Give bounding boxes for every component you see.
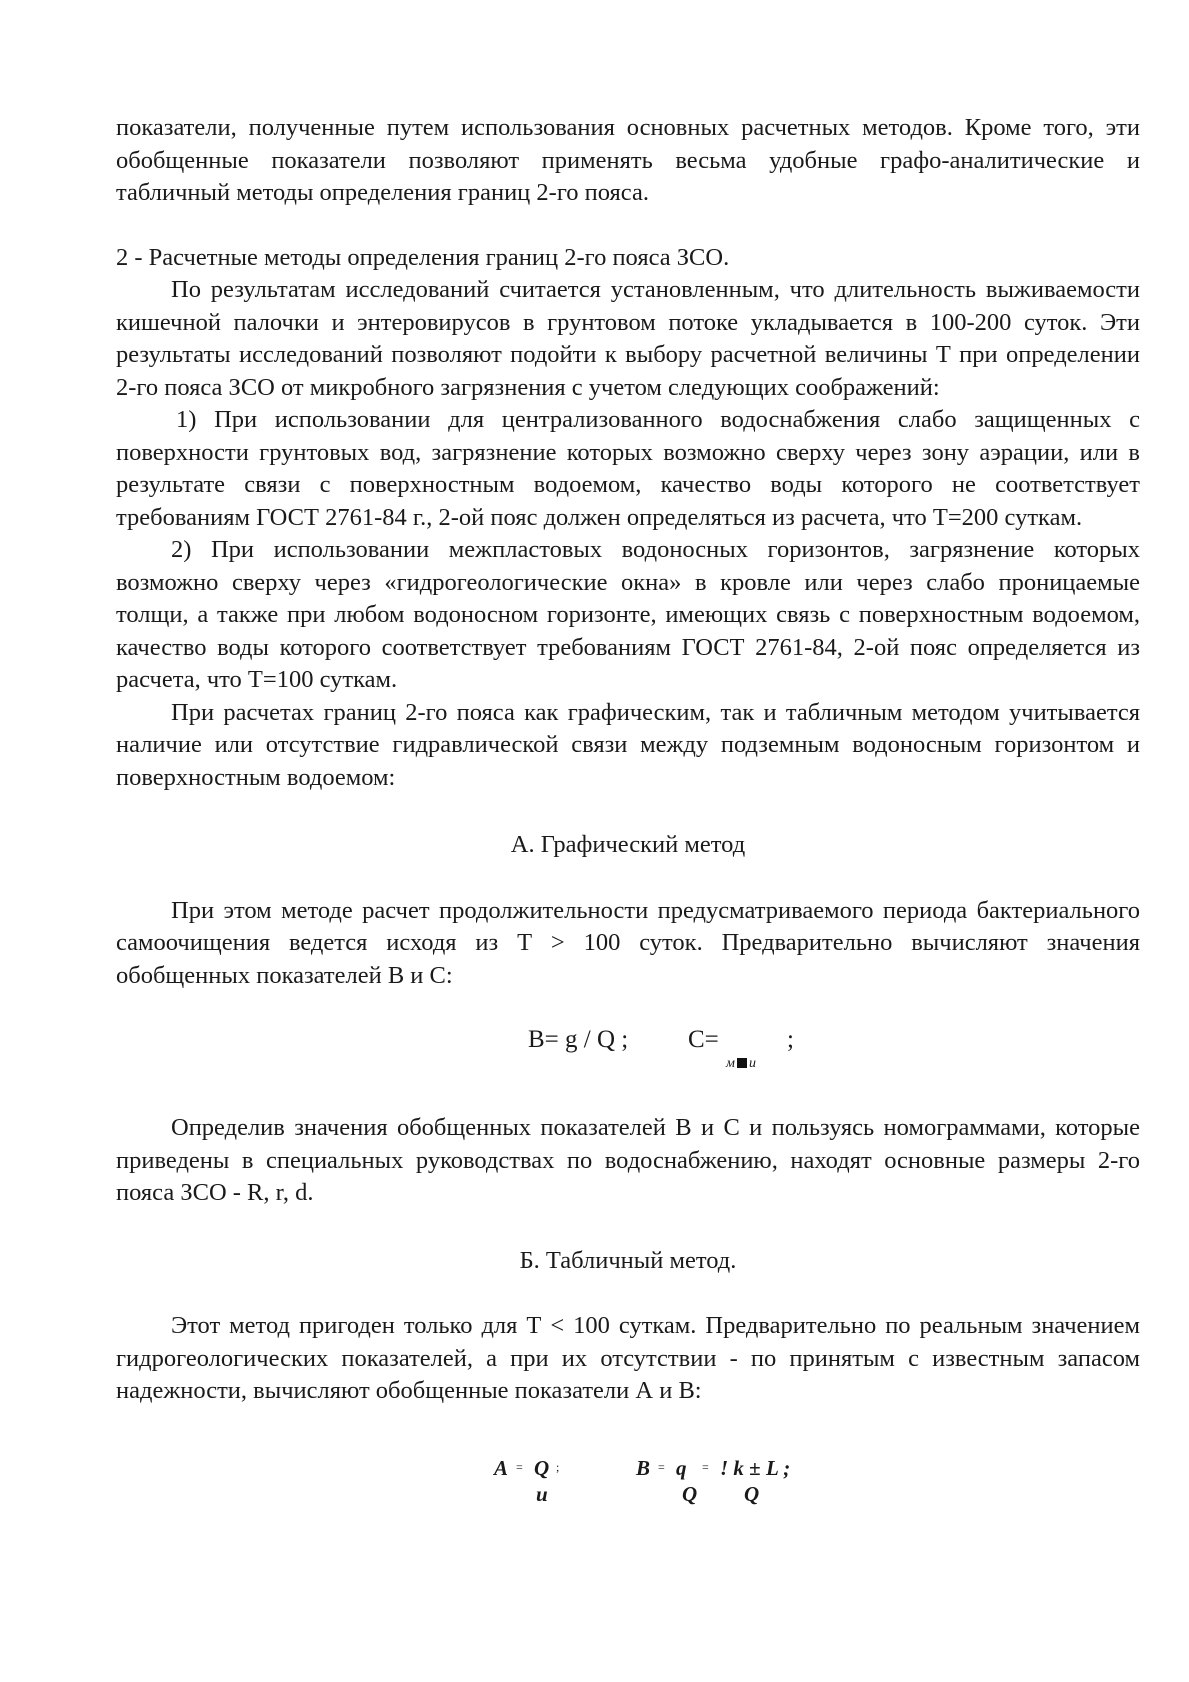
section-title-2: 2 - Расчетные методы определения границ 2-го пояса ЗСО. [116,243,730,271]
formula-c: С= [688,1026,719,1053]
formula-b-denominator: Q [682,1481,698,1506]
formula-a-b [116,1438,1140,1508]
formula-c-sub-left: м [726,1056,735,1071]
paragraph-nomograms: Определив значения обобщенных показателей В и С и пользуясь номограммами, которые приведены в специальных руководствах по водоснабжению, находят основные размеры 2-го пояса ЗСО - R, r, d. [116,1114,1140,1206]
paragraph-item-2: 2) При использовании межпластовых водоносных горизонтов, загрязнение которых возможно сверху через «гидрогеологические окна» в кровле или через слабо проницаемые толщи, а также при любом водоносном горизонте, имеющих связь с поверхностным водоемом, качество воды которого соответствует требованиям ГОСТ 2761-84, 2-ой пояс определяется из расчета, что Т=100 суткам. [116,536,1140,693]
formula-b-c [116,1022,1140,1090]
paragraph-calculation: При расчетах границ 2-го пояса как графическим, так и табличным методом учитывается наличие или отсутствие гидравлической связи между подземным водоносным горизонтом и поверхностным водоемом: [116,698,1140,791]
formula-a-lhs: A [494,1455,509,1480]
formula-c-semicolon: ; [787,1026,794,1053]
document-page [116,112,1140,1508]
formula-b-numerator-2: ! k ± L ; [720,1455,791,1480]
paragraph-item-1: 1) При использовании для централизованного водоснабжения слабо защищенных с поверхности грунтовых вод, загрязнение которых возможно сверху через зону аэрации, или в результате связи с поверхностным водоемом, качество воды которого не соответствует требованиям ГОСТ 2761-84 г., 2-ой пояс должен определяться из расчета, что Т=200 суткам. [116,406,1140,531]
formula-b-numerator: q [676,1455,687,1480]
heading-graphic-method: А. Графический метод [510,831,746,858]
formula-c-sub-right: u [748,1056,756,1071]
paragraph-results: По результатам исследований считается установленным, что длительность выживаемости кишечной палочки и энтеровирусов в грунтовом потоке укладывается в 100-200 суток. Эти результаты исследований позволяют подойти к выбору расчетной величины Т при определении 2-го пояса ЗСО от микробного загрязнения с учетом следующих соображений: [116,276,1140,401]
formula-b-eq: = [658,1459,665,1474]
formula-a-denominator: u [536,1481,548,1506]
formula-b-lhs: B [636,1455,651,1480]
formula-b-eq2: = [702,1459,709,1474]
paragraph-intro: показатели, полученные путем использования основных расчетных методов. Кроме того, эти обобщенные показатели позволяют применять весьма удобные графо-аналитические и табличный методы определения границ 2-го пояса. [116,114,1140,206]
formula-a-eq: = [516,1459,523,1474]
square-glyph-icon [737,1058,747,1068]
formula-b-denominator-2: Q [744,1481,760,1506]
heading-table-method: Б. Табличный метод. [519,1246,737,1274]
formula-a-numerator: Q [534,1455,550,1480]
formula-c-subscript [726,1056,756,1072]
formula-b: В= g / Q ; [528,1026,629,1053]
formula-a-semicolon: ; [556,1459,560,1474]
paragraph-graphic-method: При этом методе расчет продолжительности предусматриваемого периода бактериального самоочищения ведется исходя из Т > 100 суток. Предварительно вычисляют значения обобщенных показателей В и С: [116,896,1140,989]
paragraph-table-method: Этот метод пригоден только для Т < 100 суткам. Предварительно по реальным значением гидрогеологических показателей, а при их отсутствии - по принятым с известным запасом надежности, вычисляют обобщенные показатели А и В: [116,1312,1140,1404]
